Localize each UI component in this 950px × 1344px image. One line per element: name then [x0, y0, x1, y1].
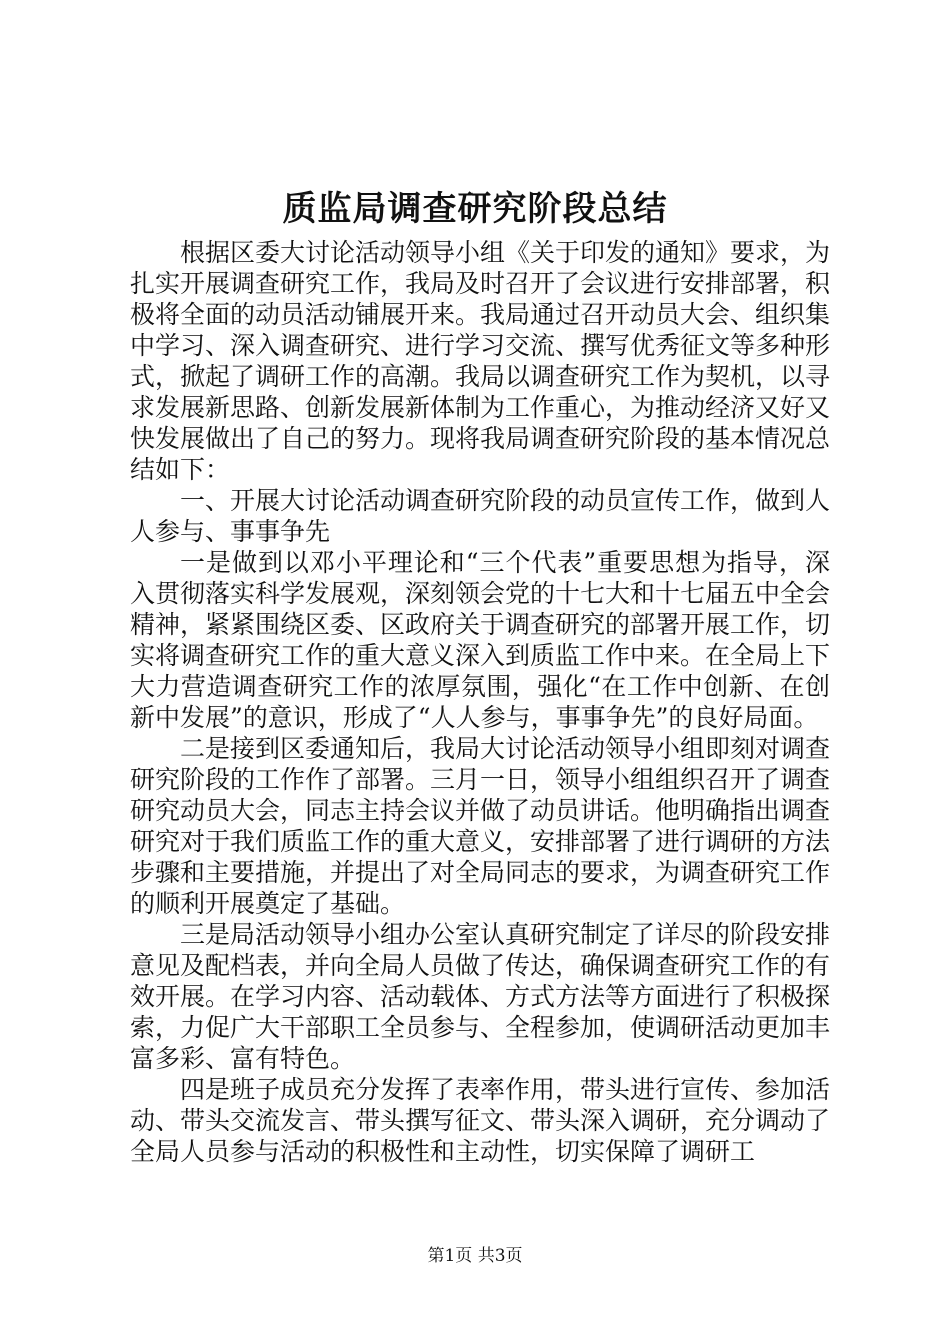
paragraph-point-two: 二是接到区委通知后，我局大讨论活动领导小组即刻对调查研究阶段的工作作了部署。三月一日，领导小组组织召开了调查研究动员大会，同志主持会议并做了动员讲话。他明确指出调查研究对于我们质监工作的重大意义，安排部署了进行调研的方法步骤和主要措施，并提出了对全局同志的要求，为调查研究工作的顺利开展奠定了基础。	[130, 734, 831, 918]
document-title: 质监局调查研究阶段总结	[282, 189, 668, 229]
paragraph-point-one: 一是做到以邓小平理论和“三个代表”重要思想为指导，深入贯彻落实科学发展观，深刻领会党的十七大和十七届五中全会精神，紧紧围绕区委、区政府关于调查研究的部署开展工作，切实将调查研究工作的重大意义深入到质监工作中来。在全局上下大力营造调查研究工作的浓厚氛围，强化“在工作中创新、在创新中发展”的意识，形成了“人人参与，事事争先”的良好局面。	[130, 548, 831, 732]
paragraph-point-three: 三是局活动领导小组办公室认真研究制定了详尽的阶段安排意见及配档表，并向全局人员做了传达，确保调查研究工作的有效开展。在学习内容、活动载体、方式方法等方面进行了积极探索，力促广大干部职工全员参与、全程参加，使调研活动更加丰富多彩、富有特色。	[130, 920, 831, 1073]
paragraph-intro: 根据区委大讨论活动领导小组《关于印发的通知》要求，为扎实开展调查研究工作，我局及时召开了会议进行安排部署，积极将全面的动员活动铺展开来。我局通过召开动员大会、组织集中学习、深入调查研究、进行学习交流、撰写优秀征文等多种形式，掀起了调研工作的高潮。我局以调查研究工作为契机，以寻求发展新思路、创新发展新体制为工作重心，为推动经济又好又快发展做出了自己的努力。现将我局调查研究阶段的基本情况总结如下：	[130, 238, 831, 484]
document-body	[130, 237, 830, 1167]
page-number-footer: 第1页 共3页	[427, 1246, 523, 1266]
paragraph-section-heading: 一、开展大讨论活动调查研究阶段的动员宣传工作，做到人人参与、事事争先	[130, 486, 831, 546]
paragraph-point-four: 四是班子成员充分发挥了表率作用，带头进行宣传、参加活动、带头交流发言、带头撰写征文、带头深入调研，充分调动了全局人员参与活动的积极性和主动性，切实保障了调研工	[130, 1075, 831, 1166]
